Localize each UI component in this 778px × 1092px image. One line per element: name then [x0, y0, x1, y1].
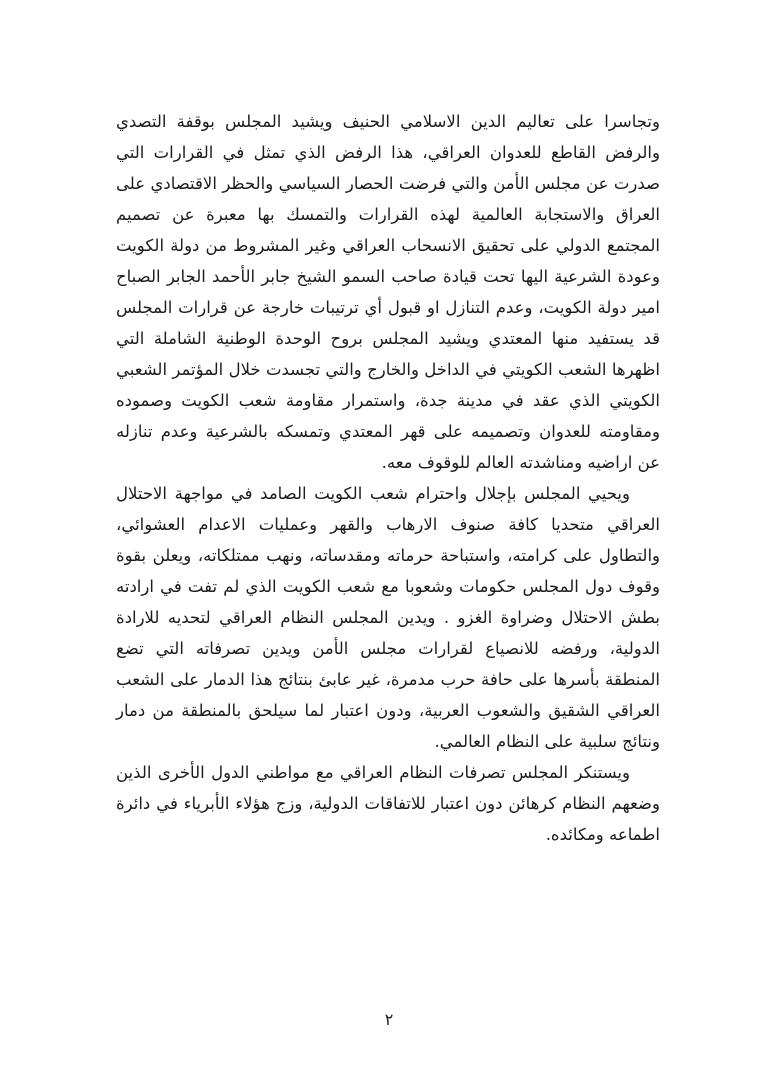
body-text: [116, 106, 660, 850]
page-number: ٢: [384, 1010, 394, 1029]
paragraph-3: ويستنكر المجلس تصرفات النظام العراقي مع مواطني الدول الأخرى الذين وضعهم النظام كرهائن دون اعتبار للاتفاقات الدولية، وزج هؤلاء الأبرياء في دائرة اطماعه ومكائده.: [116, 763, 660, 844]
paragraph-1: وتجاسرا على تعاليم الدين الاسلامي الحنيف ويشيد المجلس بوقفة التصدي والرفض القاطع للعدوان العراقي، هذا الرفض الذي تمثل في القرارات التي صدرت عن مجلس الأمن والتي فرضت الحصار السياسي والحظر الاقتصادي على العراق والاستجابة العالمية لهذه القرارات والتمسك بها معبرة عن تصميم المجتمع الدولي على تحقيق الانسحاب العراقي وغير المشروط من دولة الكويت وعودة الشرعية اليها تحت قيادة صاحب السمو الشيخ جابر الأحمد الجابر الصباح امير دولة الكويت، وعدم التنازل او قبول أي ترتيبات خارجة عن قرارات المجلس قد يستفيد منها المعتدي ويشيد المجلس بروح الوحدة الوطنية الشاملة التي اظهرها الشعب الكويتي في الداخل والخارج والتي تجسدت خلال المؤتمر الشعبي الكويتي الذي عقد في مدينة جدة، واستمرار مقاومة شعب الكويت وصموده ومقاومته للعدوان وتصميمه على قهر المعتدي وتمسكه بالشرعية وعدم تنازله عن اراضيه ومناشدته العالم للوقوف معه.: [116, 112, 660, 472]
paragraph-2: ويحيي المجلس بإجلال واحترام شعب الكويت الصامد في مواجهة الاحتلال العراقي متحديا كافة صنوف الارهاب والقهر وعمليات الاعدام العشوائي، والتطاول على كرامته، واستباحة حرماته ومقدساته، ونهب ممتلكاته، ويعلن بقوة وقوف دول المجلس حكومات وشعوبا مع شعب الكويت الذي لم تفت في ارادته بطش الاحتلال وضراوة الغزو . ويدين المجلس النظام العراقي لتحديه للارادة الدولية، ورفضه للانصياع لقرارات مجلس الأمن ويدين تصرفاته التي تضع المنطقة بأسرها على حافة حرب مدمرة، غير عابئ بنتائج هذا الدمار على الشعب العراقي الشقيق والشعوب العربية، ودون اعتبار لما سيلحق بالمنطقة من دمار ونتائج سلبية على النظام العالمي.: [116, 484, 660, 751]
